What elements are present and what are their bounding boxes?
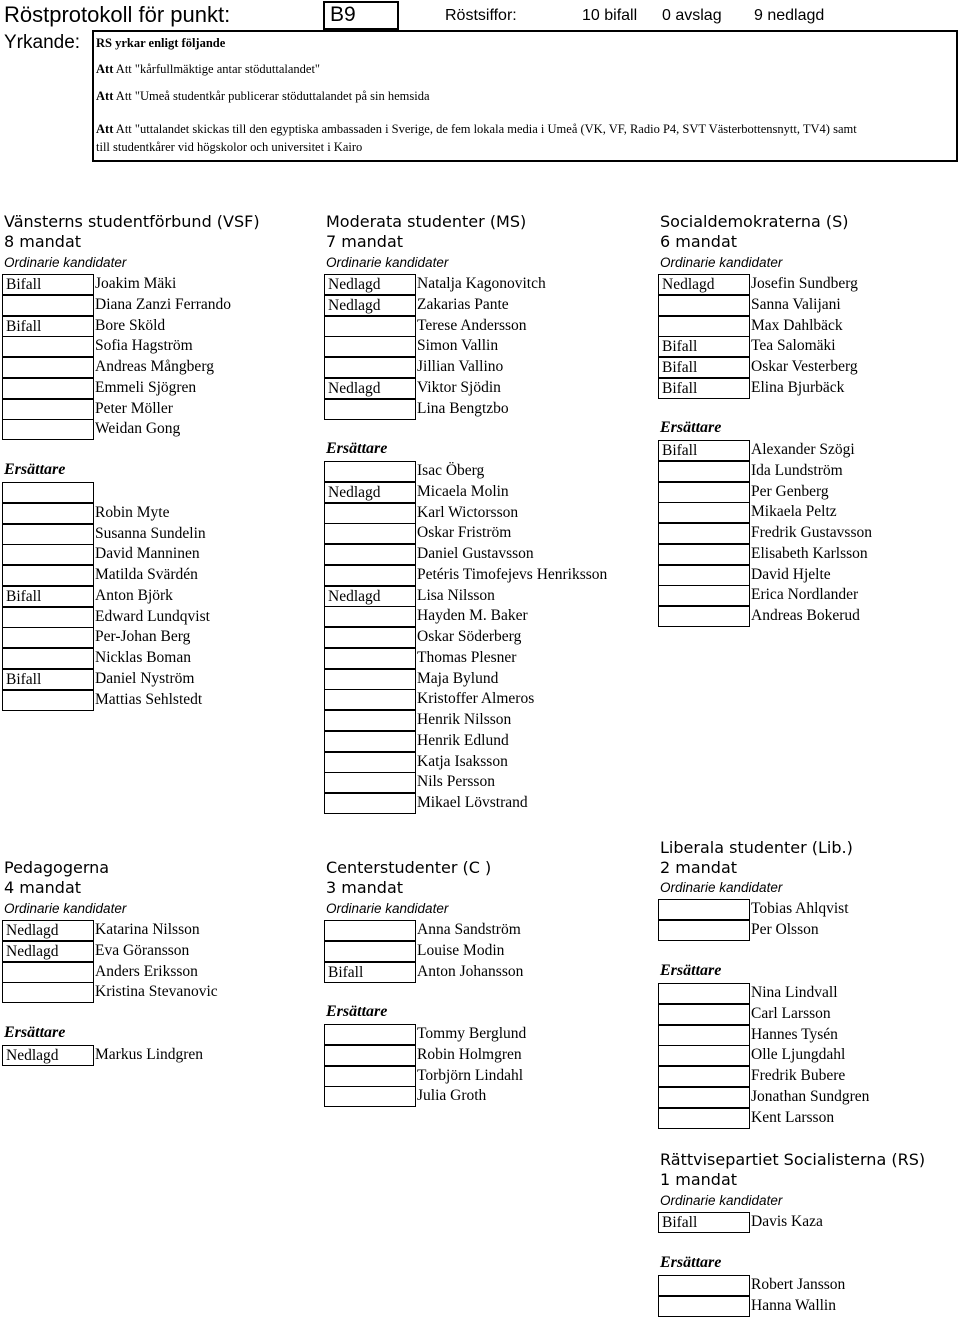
ordinarie-name: Elina Bjurbäck (751, 378, 845, 396)
ersattare-vote-box[interactable] (324, 710, 416, 731)
tally-bifall: 10 bifall (582, 7, 638, 24)
ordinarie-name: Viktor Sjödin (417, 378, 501, 396)
party-name: Liberala studenter (Lib.) (660, 838, 853, 857)
ersattare-vote-box[interactable] (324, 1086, 416, 1107)
party-mandat: 3 mandat (326, 878, 404, 897)
party-name: Vänsterns studentförbund (VSF) (4, 212, 260, 231)
ersattare-name: Fredrik Bubere (751, 1067, 846, 1084)
ersattare-vote-box[interactable] (324, 1045, 416, 1066)
ersattare-vote-box[interactable] (324, 523, 416, 544)
ordinarie-name: Anders Eriksson (95, 962, 198, 980)
motion-line: Att Att "Umeå studentkår publicerar stöduttalandet på sin hemsida (96, 89, 430, 103)
ordinarie-vote-box[interactable]: Nedlagd (324, 295, 416, 316)
party-mandat: 6 mandat (660, 232, 738, 251)
ordinarie-vote-box[interactable]: Nedlagd (2, 941, 94, 962)
ordinarie-name: Diana Zanzi Ferrando (95, 295, 231, 313)
motion-intro: RS yrkar enligt följande (96, 36, 226, 50)
page-title: Röstprotokoll för punkt: (4, 2, 231, 27)
ersattare-vote-box[interactable] (2, 503, 94, 524)
ordinarie-vote-box[interactable] (2, 962, 94, 983)
ordinarie-vote-box[interactable] (324, 920, 416, 941)
ersattare-vote-box[interactable] (658, 461, 750, 482)
ersattare-name: Tommy Berglund (417, 1025, 527, 1042)
ersattare-name: Robin Holmgren (417, 1045, 522, 1063)
ersattare-vote-box[interactable] (324, 544, 416, 565)
ordinarie-vote-box[interactable]: Bifall (658, 336, 750, 357)
ordinarie-name: Simon Vallin (417, 337, 499, 355)
ersattare-name: Per-Johan Berg (95, 628, 191, 646)
party-name: Socialdemokraterna (S) (660, 212, 849, 231)
ersattare-vote-box[interactable] (324, 648, 416, 669)
ordinarie-name: Sofia Hagström (95, 337, 193, 355)
ordinarie-vote-box[interactable] (324, 399, 416, 420)
ersattare-name: Maja Bylund (417, 669, 499, 687)
ersattare-vote-box[interactable] (658, 1066, 750, 1087)
ersattare-name: Erica Nordlander (751, 586, 859, 604)
ersattare-name: Katja Isaksson (417, 752, 508, 770)
ersattare-name: Anton Björk (95, 586, 173, 604)
ordinarie-name: Josefin Sundberg (751, 275, 858, 292)
ersattare-vote-box[interactable] (658, 544, 750, 565)
ersattare-vote-box[interactable]: Bifall (2, 669, 94, 690)
ersattare-vote-box[interactable] (658, 523, 750, 544)
motion-line: Att Att "kårfullmäktige antar stöduttalandet" (96, 62, 321, 76)
party-name: Moderata studenter (MS) (326, 212, 527, 231)
ersattare-name: Isac Öberg (417, 462, 485, 479)
ordinarie-vote-box[interactable]: Nedlagd (324, 378, 416, 399)
ordinarie-vote-box[interactable] (324, 941, 416, 962)
ersattare-vote-box[interactable] (324, 565, 416, 586)
ersattare-vote-box[interactable] (658, 1275, 750, 1296)
ordinarie-vote-box[interactable] (658, 316, 750, 337)
ersattare-vote-box[interactable] (324, 689, 416, 710)
ordinarie-label: Ordinarie kandidater (660, 880, 783, 895)
ersattare-vote-box[interactable] (324, 503, 416, 524)
motion-line: till studentkårer vid högskolor och universitet i Kairo (96, 140, 363, 154)
ersattare-name: David Manninen (95, 545, 200, 563)
party-name: Rättvisepartiet Socialisterna (RS) (660, 1150, 926, 1169)
ordinarie-label: Ordinarie kandidater (326, 255, 449, 270)
ordinarie-name: Emmeli Sjögren (95, 378, 197, 396)
ordinarie-vote-box[interactable] (324, 357, 416, 378)
ordinarie-name: Eva Göransson (95, 941, 190, 959)
ordinarie-label: Ordinarie kandidater (660, 1193, 783, 1208)
ersattare-label: Ersättare (660, 1254, 722, 1271)
ersattare-name: Edward Lundqvist (95, 607, 210, 625)
ordinarie-vote-box[interactable]: Bifall (658, 1212, 750, 1233)
ersattare-vote-box[interactable] (2, 648, 94, 669)
ordinarie-name: Per Olsson (751, 920, 819, 938)
ordinarie-name: Jillian Vallino (417, 358, 504, 375)
ordinarie-label: Ordinarie kandidater (660, 255, 783, 270)
ersattare-name: Torbjörn Lindahl (417, 1066, 524, 1084)
ordinarie-name: Tobias Ahlqvist (751, 900, 849, 917)
ersattare-label: Ersättare (660, 419, 722, 436)
party-mandat: 4 mandat (4, 878, 82, 897)
ordinarie-name: Natalja Kagonovitch (417, 275, 546, 292)
ordinarie-label: Ordinarie kandidater (326, 901, 449, 916)
ordinarie-name: Tea Salomäki (751, 337, 836, 355)
party-name: Centerstudenter (C ) (326, 858, 492, 877)
ersattare-name: Daniel Nyström (95, 669, 195, 687)
ersattare-vote-box[interactable] (658, 606, 750, 627)
ordinarie-name: Terese Andersson (417, 316, 527, 334)
ersattare-vote-box[interactable] (658, 1045, 750, 1066)
ersattare-vote-box[interactable] (2, 524, 94, 545)
ersattare-name: Oskar Friström (417, 524, 512, 542)
ordinarie-name: Anna Sandström (417, 921, 521, 938)
tally-label: Röstsiffor: (445, 7, 517, 24)
party-mandat: 7 mandat (326, 232, 404, 251)
ordinarie-vote-box[interactable] (324, 336, 416, 357)
ordinarie-vote-box[interactable]: Nedlagd (658, 274, 750, 295)
ersattare-name: Julia Groth (417, 1087, 487, 1105)
ersattare-name: Nicklas Boman (95, 649, 191, 666)
ersattare-name: Karl Wictorsson (417, 503, 519, 521)
ersattare-vote-box[interactable] (658, 482, 750, 503)
ordinarie-vote-box[interactable] (658, 295, 750, 316)
ersattare-vote-box[interactable] (324, 752, 416, 773)
ordinarie-name: Bore Sköld (95, 316, 166, 334)
ersattare-name: Susanna Sundelin (95, 524, 206, 542)
item-number-box (323, 1, 399, 30)
ersattare-vote-box[interactable]: Nedlagd (2, 1045, 94, 1066)
ersattare-vote-box[interactable] (658, 565, 750, 586)
ersattare-vote-box[interactable] (658, 1108, 750, 1129)
motion-line-text: Att "Umeå studentkår publicerar stöduttalandet på sin hemsida (115, 89, 430, 103)
ordinarie-name: Weidan Gong (95, 420, 181, 438)
ordinarie-vote-box[interactable]: Nedlagd (324, 274, 416, 295)
ersattare-name: Mikael Lövstrand (417, 794, 528, 811)
ordinarie-name: Katarina Nilsson (95, 921, 200, 938)
ersattare-vote-box[interactable] (324, 606, 416, 627)
party-mandat: 8 mandat (4, 232, 82, 251)
ersattare-name: Petéris Timofejevs Henriksson (417, 565, 608, 583)
ordinarie-name: Sanna Valijani (751, 295, 841, 313)
item-number: B9 (330, 3, 356, 26)
ersattare-name: Ida Lundström (751, 461, 843, 479)
ersattare-name: Mikaela Peltz (751, 503, 837, 521)
ordinarie-vote-box[interactable] (2, 295, 94, 316)
ordinarie-vote-box[interactable]: Bifall (324, 962, 416, 983)
ersattare-vote-box[interactable] (2, 627, 94, 648)
ersattare-vote-box[interactable] (2, 482, 94, 503)
ordinarie-vote-box[interactable]: Nedlagd (2, 920, 94, 941)
ordinarie-name: Davis Kaza (751, 1213, 823, 1230)
ersattare-name: Robin Myte (95, 503, 170, 521)
ersattare-vote-box[interactable] (324, 1024, 416, 1045)
ersattare-name: Nina Lindvall (751, 984, 838, 1001)
ersattare-name: Hannes Tysén (751, 1025, 838, 1043)
ersattare-name: Robert Jansson (751, 1276, 846, 1293)
ordinarie-vote-box[interactable] (2, 399, 94, 420)
ersattare-name: Oskar Söderberg (417, 628, 522, 645)
ersattare-name: Henrik Nilsson (417, 711, 512, 728)
ersattare-vote-box[interactable]: Nedlagd (324, 482, 416, 503)
ersattare-vote-box[interactable]: Nedlagd (324, 586, 416, 607)
ersattare-vote-box[interactable] (2, 690, 94, 711)
ersattare-name: Mattias Sehlstedt (95, 690, 203, 708)
ersattare-vote-box[interactable] (658, 1087, 750, 1108)
ordinarie-vote-box[interactable] (2, 336, 94, 357)
ersattare-vote-box[interactable] (658, 502, 750, 523)
ordinarie-name: Oskar Vesterberg (751, 358, 858, 375)
ersattare-name: Lisa Nilsson (417, 586, 495, 604)
ersattare-name: Kent Larsson (751, 1108, 835, 1126)
ersattare-name: Carl Larsson (751, 1004, 831, 1022)
ersattare-name: Per Genberg (751, 482, 829, 500)
party-name: Pedagogerna (4, 858, 110, 877)
ordinarie-name: Anton Johansson (417, 962, 524, 980)
ersattare-vote-box[interactable] (658, 585, 750, 606)
ordinarie-label: Ordinarie kandidater (4, 901, 127, 916)
ersattare-vote-box[interactable] (324, 461, 416, 482)
ordinarie-name: Kristina Stevanovic (95, 983, 218, 1001)
ersattare-name: Henrik Edlund (417, 731, 509, 749)
party-mandat: 1 mandat (660, 1170, 738, 1189)
ordinarie-name: Louise Modin (417, 941, 505, 959)
ordinarie-name: Zakarias Pante (417, 295, 509, 313)
ersattare-vote-box[interactable] (658, 1296, 750, 1317)
ordinarie-name: Peter Möller (95, 399, 173, 417)
motion-line: Att Att "uttalandet skickas till den egyptiska ambassaden i Sverige, de fem lokala media i Umeå (VK, VF, Radio P4, SVT Västerbottensnytt, TV4) samt (96, 122, 857, 136)
ersattare-name: Andreas Bokerud (751, 607, 860, 624)
ersattare-name: Jonathan Sundgren (751, 1087, 870, 1105)
ordinarie-name: Joakim Mäki (95, 275, 177, 292)
ordinarie-vote-box[interactable] (2, 357, 94, 378)
ordinarie-vote-box[interactable] (2, 378, 94, 399)
ersattare-name: Hayden M. Baker (417, 607, 528, 625)
ordinarie-vote-box[interactable] (324, 316, 416, 337)
ersattare-vote-box[interactable] (2, 607, 94, 628)
ersattare-vote-box[interactable] (324, 793, 416, 814)
ordinarie-label: Ordinarie kandidater (4, 255, 127, 270)
ordinarie-name: Lina Bengtzbo (417, 399, 509, 417)
yrkande-label: Yrkande: (4, 32, 81, 53)
ersattare-vote-box[interactable] (658, 1025, 750, 1046)
ersattare-name: Elisabeth Karlsson (751, 544, 868, 562)
ersattare-name: Daniel Gustavsson (417, 545, 534, 562)
ordinarie-vote-box[interactable] (2, 982, 94, 1003)
ersattare-vote-box[interactable] (2, 565, 94, 586)
ersattare-name: Matilda Svärdén (95, 566, 198, 583)
ersattare-vote-box[interactable] (324, 669, 416, 690)
ersattare-name: Micaela Molin (417, 482, 509, 500)
motion-line-text: Att "kårfullmäktige antar stöduttalandet" (115, 62, 321, 76)
ordinarie-name: Andreas Mångberg (95, 358, 214, 375)
ersattare-name: Markus Lindgren (95, 1046, 204, 1063)
tally-avslag: 0 avslag (662, 7, 722, 24)
ersattare-vote-box[interactable]: Bifall (658, 440, 750, 461)
tally-nedlagd: 9 nedlagd (754, 7, 825, 24)
ersattare-vote-box[interactable] (324, 627, 416, 648)
ordinarie-vote-box[interactable]: Bifall (2, 316, 94, 337)
ordinarie-vote-box[interactable] (658, 899, 750, 920)
ersattare-vote-box[interactable] (658, 1004, 750, 1025)
party-mandat: 2 mandat (660, 858, 738, 877)
ordinarie-vote-box[interactable]: Bifall (658, 357, 750, 378)
ordinarie-vote-box[interactable] (658, 920, 750, 941)
ersattare-vote-box[interactable] (2, 544, 94, 565)
ersattare-name: David Hjelte (751, 565, 831, 583)
ersattare-name: Hanna Wallin (751, 1296, 836, 1314)
ersattare-name: Olle Ljungdahl (751, 1046, 846, 1064)
ordinarie-vote-box[interactable]: Bifall (658, 378, 750, 399)
ersattare-label: Ersättare (4, 1024, 66, 1041)
ersattare-label: Ersättare (326, 1003, 388, 1020)
ordinarie-name: Max Dahlbäck (751, 316, 843, 334)
ersattare-vote-box[interactable]: Bifall (2, 586, 94, 607)
ersattare-name: Thomas Plesner (417, 648, 517, 666)
ersattare-vote-box[interactable] (324, 1066, 416, 1087)
ersattare-vote-box[interactable] (324, 731, 416, 752)
ersattare-name: Fredrik Gustavsson (751, 524, 872, 541)
ordinarie-vote-box[interactable]: Bifall (2, 274, 94, 295)
ordinarie-vote-box[interactable] (2, 419, 94, 440)
ersattare-name: Kristoffer Almeros (417, 690, 535, 708)
ersattare-vote-box[interactable] (658, 983, 750, 1004)
motion-line-text: Att "uttalandet skickas till den egyptiska ambassaden i Sverige, de fem lokala media i Umeå (VK, VF, Radio P4, SVT Västerbottensnytt, TV4) samt (115, 122, 857, 136)
ersattare-label: Ersättare (4, 461, 66, 478)
ersattare-label: Ersättare (326, 440, 388, 457)
ersattare-name: Nils Persson (417, 773, 495, 791)
ersattare-name: Alexander Szögi (751, 441, 855, 458)
ersattare-label: Ersättare (660, 962, 722, 979)
ersattare-vote-box[interactable] (324, 772, 416, 793)
